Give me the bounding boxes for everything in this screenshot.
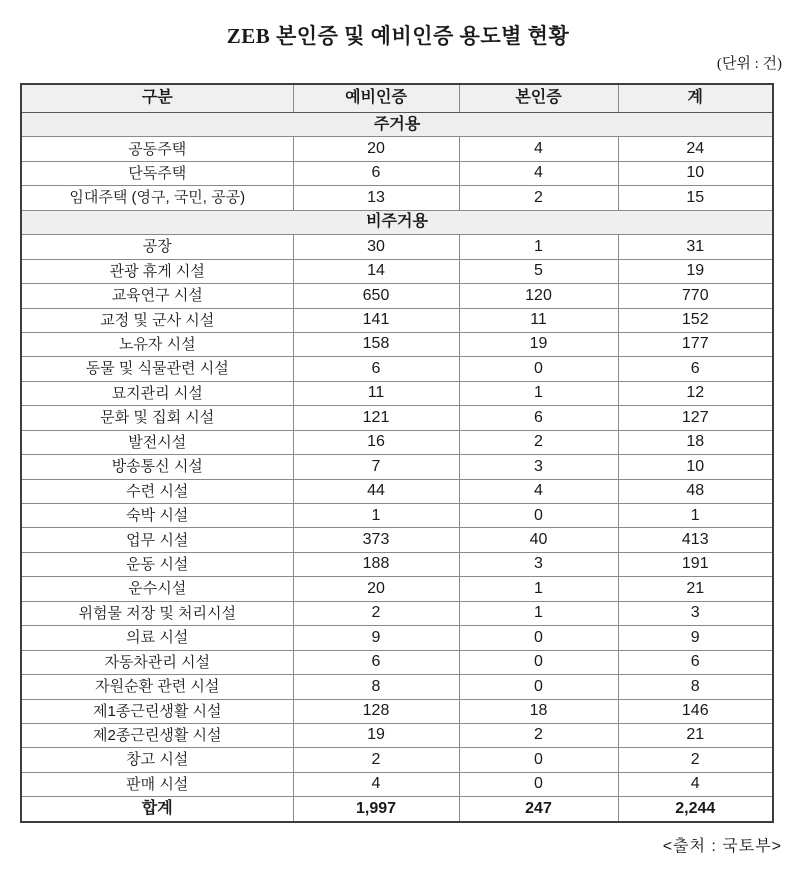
row-label-cell: 업무 시설 <box>21 528 293 552</box>
table-row <box>21 381 773 405</box>
value-cell: 1 <box>459 381 618 405</box>
value-cell: 2 <box>459 186 618 210</box>
value-cell: 1 <box>618 504 773 528</box>
table-row <box>21 332 773 356</box>
value-cell: 11 <box>459 308 618 332</box>
table-row <box>21 406 773 430</box>
value-cell: 31 <box>618 235 773 259</box>
value-cell: 650 <box>293 284 459 308</box>
value-cell: 20 <box>293 137 459 161</box>
value-cell: 19 <box>293 723 459 747</box>
value-cell: 9 <box>293 626 459 650</box>
value-cell: 2 <box>293 601 459 625</box>
row-label-cell: 교정 및 군사 시설 <box>21 308 293 332</box>
row-label-cell: 판매 시설 <box>21 772 293 796</box>
value-cell: 413 <box>618 528 773 552</box>
value-cell: 4 <box>293 772 459 796</box>
section-label-cell: 주거용 <box>21 113 773 137</box>
value-cell: 1 <box>459 601 618 625</box>
row-label-cell: 운수시설 <box>21 577 293 601</box>
value-cell: 24 <box>618 137 773 161</box>
total-row <box>21 797 773 822</box>
value-cell: 146 <box>618 699 773 723</box>
unit-note: (단위 : 건) <box>716 56 782 72</box>
value-cell: 191 <box>618 552 773 576</box>
value-cell: 3 <box>618 601 773 625</box>
table-row <box>21 552 773 576</box>
value-cell: 6 <box>459 406 618 430</box>
value-cell: 10 <box>618 455 773 479</box>
value-cell: 19 <box>459 332 618 356</box>
source-note: <출처 : 국토부> <box>662 838 782 855</box>
table-row <box>21 577 773 601</box>
column-header-category: 구분 <box>21 84 293 113</box>
table-row <box>21 430 773 454</box>
value-cell: 158 <box>293 332 459 356</box>
value-cell: 13 <box>293 186 459 210</box>
total-value-cell: 247 <box>459 797 618 822</box>
value-cell: 4 <box>618 772 773 796</box>
value-cell: 19 <box>618 259 773 283</box>
value-cell: 0 <box>459 504 618 528</box>
page-title: ZEB 본인증 및 예비인증 용도별 현황 <box>226 24 570 48</box>
value-cell: 4 <box>459 137 618 161</box>
section-row <box>21 113 773 137</box>
total-value-cell: 1,997 <box>293 797 459 822</box>
value-cell: 5 <box>459 259 618 283</box>
row-label-cell: 제2종근린생활 시설 <box>21 723 293 747</box>
table-row <box>21 528 773 552</box>
value-cell: 12 <box>618 381 773 405</box>
value-cell: 128 <box>293 699 459 723</box>
value-cell: 7 <box>293 455 459 479</box>
value-cell: 0 <box>459 626 618 650</box>
value-cell: 373 <box>293 528 459 552</box>
section-label-cell: 비주거용 <box>21 210 773 234</box>
row-label-cell: 창고 시설 <box>21 748 293 772</box>
table-body <box>21 113 773 823</box>
value-cell: 152 <box>618 308 773 332</box>
column-header-total: 계 <box>618 84 773 113</box>
value-cell: 2 <box>459 430 618 454</box>
table-row <box>21 479 773 503</box>
value-cell: 14 <box>293 259 459 283</box>
table-row <box>21 723 773 747</box>
value-cell: 3 <box>459 552 618 576</box>
value-cell: 0 <box>459 650 618 674</box>
value-cell: 141 <box>293 308 459 332</box>
value-cell: 6 <box>293 650 459 674</box>
value-cell: 3 <box>459 455 618 479</box>
table-row <box>21 284 773 308</box>
value-cell: 0 <box>459 357 618 381</box>
total-label-cell: 합계 <box>21 797 293 822</box>
table-row <box>21 161 773 185</box>
value-cell: 6 <box>618 357 773 381</box>
value-cell: 1 <box>459 577 618 601</box>
row-label-cell: 노유자 시설 <box>21 332 293 356</box>
value-cell: 18 <box>459 699 618 723</box>
row-label-cell: 교육연구 시설 <box>21 284 293 308</box>
value-cell: 11 <box>293 381 459 405</box>
row-label-cell: 수련 시설 <box>21 479 293 503</box>
table-row <box>21 235 773 259</box>
table-row <box>21 455 773 479</box>
table-row <box>21 772 773 796</box>
row-label-cell: 숙박 시설 <box>21 504 293 528</box>
value-cell: 2 <box>459 723 618 747</box>
value-cell: 20 <box>293 577 459 601</box>
value-cell: 18 <box>618 430 773 454</box>
table-row <box>21 650 773 674</box>
value-cell: 0 <box>459 772 618 796</box>
value-cell: 40 <box>459 528 618 552</box>
value-cell: 0 <box>459 675 618 699</box>
value-cell: 6 <box>618 650 773 674</box>
table-row <box>21 137 773 161</box>
row-label-cell: 공동주택 <box>21 137 293 161</box>
value-cell: 4 <box>459 479 618 503</box>
value-cell: 6 <box>293 161 459 185</box>
table-row <box>21 308 773 332</box>
column-header-preliminary: 예비인증 <box>293 84 459 113</box>
table-row <box>21 675 773 699</box>
value-cell: 4 <box>459 161 618 185</box>
header-row <box>21 84 773 113</box>
zeb-certification-table <box>20 83 774 823</box>
table-row <box>21 186 773 210</box>
row-label-cell: 발전시설 <box>21 430 293 454</box>
row-label-cell: 임대주택 (영구, 국민, 공공) <box>21 186 293 210</box>
value-cell: 21 <box>618 577 773 601</box>
value-cell: 2 <box>618 748 773 772</box>
row-label-cell: 문화 및 집회 시설 <box>21 406 293 430</box>
value-cell: 44 <box>293 479 459 503</box>
row-label-cell: 자원순환 관련 시설 <box>21 675 293 699</box>
value-cell: 121 <box>293 406 459 430</box>
row-label-cell: 묘지관리 시설 <box>21 381 293 405</box>
column-header-main: 본인증 <box>459 84 618 113</box>
value-cell: 9 <box>618 626 773 650</box>
value-cell: 1 <box>293 504 459 528</box>
section-row <box>21 210 773 234</box>
table-row <box>21 748 773 772</box>
row-label-cell: 동물 및 식물관련 시설 <box>21 357 293 381</box>
row-label-cell: 제1종근린생활 시설 <box>21 699 293 723</box>
table-row <box>21 699 773 723</box>
row-label-cell: 단독주택 <box>21 161 293 185</box>
value-cell: 8 <box>618 675 773 699</box>
table-row <box>21 601 773 625</box>
total-value-cell: 2,244 <box>618 797 773 822</box>
table-row <box>21 626 773 650</box>
value-cell: 30 <box>293 235 459 259</box>
row-label-cell: 의료 시설 <box>21 626 293 650</box>
value-cell: 177 <box>618 332 773 356</box>
row-label-cell: 자동차관리 시설 <box>21 650 293 674</box>
value-cell: 6 <box>293 357 459 381</box>
row-label-cell: 관광 휴게 시설 <box>21 259 293 283</box>
value-cell: 2 <box>293 748 459 772</box>
value-cell: 127 <box>618 406 773 430</box>
value-cell: 16 <box>293 430 459 454</box>
row-label-cell: 운동 시설 <box>21 552 293 576</box>
value-cell: 188 <box>293 552 459 576</box>
value-cell: 8 <box>293 675 459 699</box>
value-cell: 1 <box>459 235 618 259</box>
value-cell: 10 <box>618 161 773 185</box>
row-label-cell: 위험물 저장 및 처리시설 <box>21 601 293 625</box>
value-cell: 21 <box>618 723 773 747</box>
value-cell: 120 <box>459 284 618 308</box>
value-cell: 15 <box>618 186 773 210</box>
row-label-cell: 공장 <box>21 235 293 259</box>
table-row <box>21 259 773 283</box>
table-row <box>21 504 773 528</box>
value-cell: 0 <box>459 748 618 772</box>
row-label-cell: 방송통신 시설 <box>21 455 293 479</box>
table-row <box>21 357 773 381</box>
value-cell: 770 <box>618 284 773 308</box>
value-cell: 48 <box>618 479 773 503</box>
